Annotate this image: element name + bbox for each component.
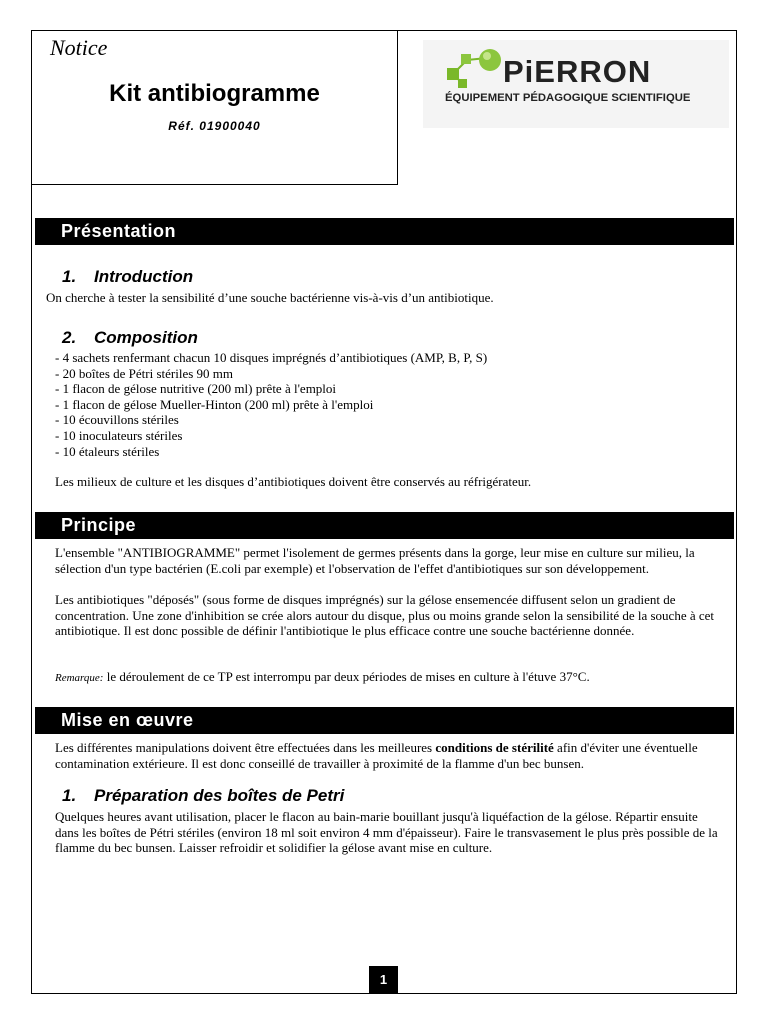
logo-tagline: ÉQUIPEMENT PÉDAGOGIQUE SCIENTIFIQUE	[445, 92, 691, 104]
subheading-introduction	[62, 267, 193, 287]
reference-number: Réf. 01900040	[168, 119, 261, 133]
mise-en-oeuvre-intro	[55, 740, 720, 771]
preparation-text: Quelques heures avant utilisation, placer le flacon au bain-marie bouillant jusqu'à liquéfaction de la gélose. Répartir ensuite dans les boîtes de Pétri stériles (environ 18 ml soit environ 4 mm d'épaisseur). Faire le transvasement le plus près possible de la flamme du bec bunsen. Laisser refroidir et solidifier la gélose avant mise en culture.	[55, 809, 718, 856]
subheading-preparation	[62, 786, 344, 806]
section-header-principe: Principe	[35, 512, 734, 539]
remark-label: Remarque:	[55, 672, 104, 684]
molecule-logo-icon	[443, 46, 509, 90]
remark-text: le déroulement de ce TP est interrompu par deux périodes de mises en culture à l'étuve 37°C.	[103, 669, 590, 684]
introduction-text: On cherche à tester la sensibilité d’une souche bactérienne vis-à-vis d’un antibiotique.	[46, 290, 494, 305]
company-logo	[423, 40, 729, 128]
subheading-composition	[62, 328, 198, 348]
composition-list	[55, 350, 720, 459]
logo-brand-name: PiERRON	[503, 54, 652, 89]
subheading-number: 1.	[62, 267, 77, 286]
section-header-presentation: Présentation	[35, 218, 734, 245]
intro-text-bold: conditions de stérilité	[435, 740, 554, 755]
storage-note: Les milieux de culture et les disques d’antibiotiques doivent être conservés au réfrigérateur.	[55, 474, 532, 489]
notice-label: Notice	[50, 35, 108, 60]
subheading-label: Composition	[94, 328, 198, 347]
list-item: - 1 flacon de gélose Mueller-Hinton (200 ml) prête à l'emploi	[55, 396, 374, 412]
list-item: - 10 écouvillons stériles	[55, 412, 179, 428]
list-item: - 1 flacon de gélose nutritive (200 ml) prête à l'emploi	[55, 381, 337, 397]
page-number: 1	[369, 966, 398, 993]
list-item: - 10 étaleurs stériles	[55, 443, 160, 459]
principe-paragraph-2: Les antibiotiques "déposés" (sous forme de disques imprégnés) sur la gélose ensemencée diffusent selon un gradient de concentration. Une zone d'inhibition se crée alors autour du disque, plus ou moins grande selon la sensibilité de la souche à cet antibiotique. Il est donc possible de définir l'antibiotique le plus efficace contre une souche bactérienne donnée.	[55, 592, 715, 639]
intro-text-start: Les différentes manipulations doivent être effectuées dans les meilleures	[55, 740, 436, 755]
title-box	[31, 30, 398, 185]
section-header-mise-en-oeuvre: Mise en œuvre	[35, 707, 734, 734]
principe-paragraph-1: L'ensemble "ANTIBIOGRAMME" permet l'isolement de germes présents dans la gorge, leur mise en culture sur milieu, la sélection d'un type bactérien (E.coli par exemple) et l'observation de l'effet d'antibiotiques sur son développement.	[55, 545, 695, 576]
list-item: - 4 sachets renfermant chacun 10 disques imprégnés d’antibiotiques (AMP, B, P, S)	[55, 350, 488, 365]
list-item: - 10 inoculateurs stériles	[55, 427, 183, 443]
subheading-number: 2.	[62, 328, 77, 347]
subheading-label: Introduction	[94, 267, 194, 286]
subheading-number: 1.	[62, 786, 77, 805]
document-title: Kit antibiogramme	[109, 80, 320, 107]
subheading-label: Préparation des boîtes de Petri	[94, 786, 345, 805]
principe-remark	[55, 669, 720, 687]
intro-text-end: afin d'éviter une éventuelle contamination extérieure. Il est donc conseillé de travailler à proximité de la flamme d'un bec bunsen.	[55, 740, 698, 771]
list-item: - 20 boîtes de Pétri stériles 90 mm	[55, 365, 234, 381]
